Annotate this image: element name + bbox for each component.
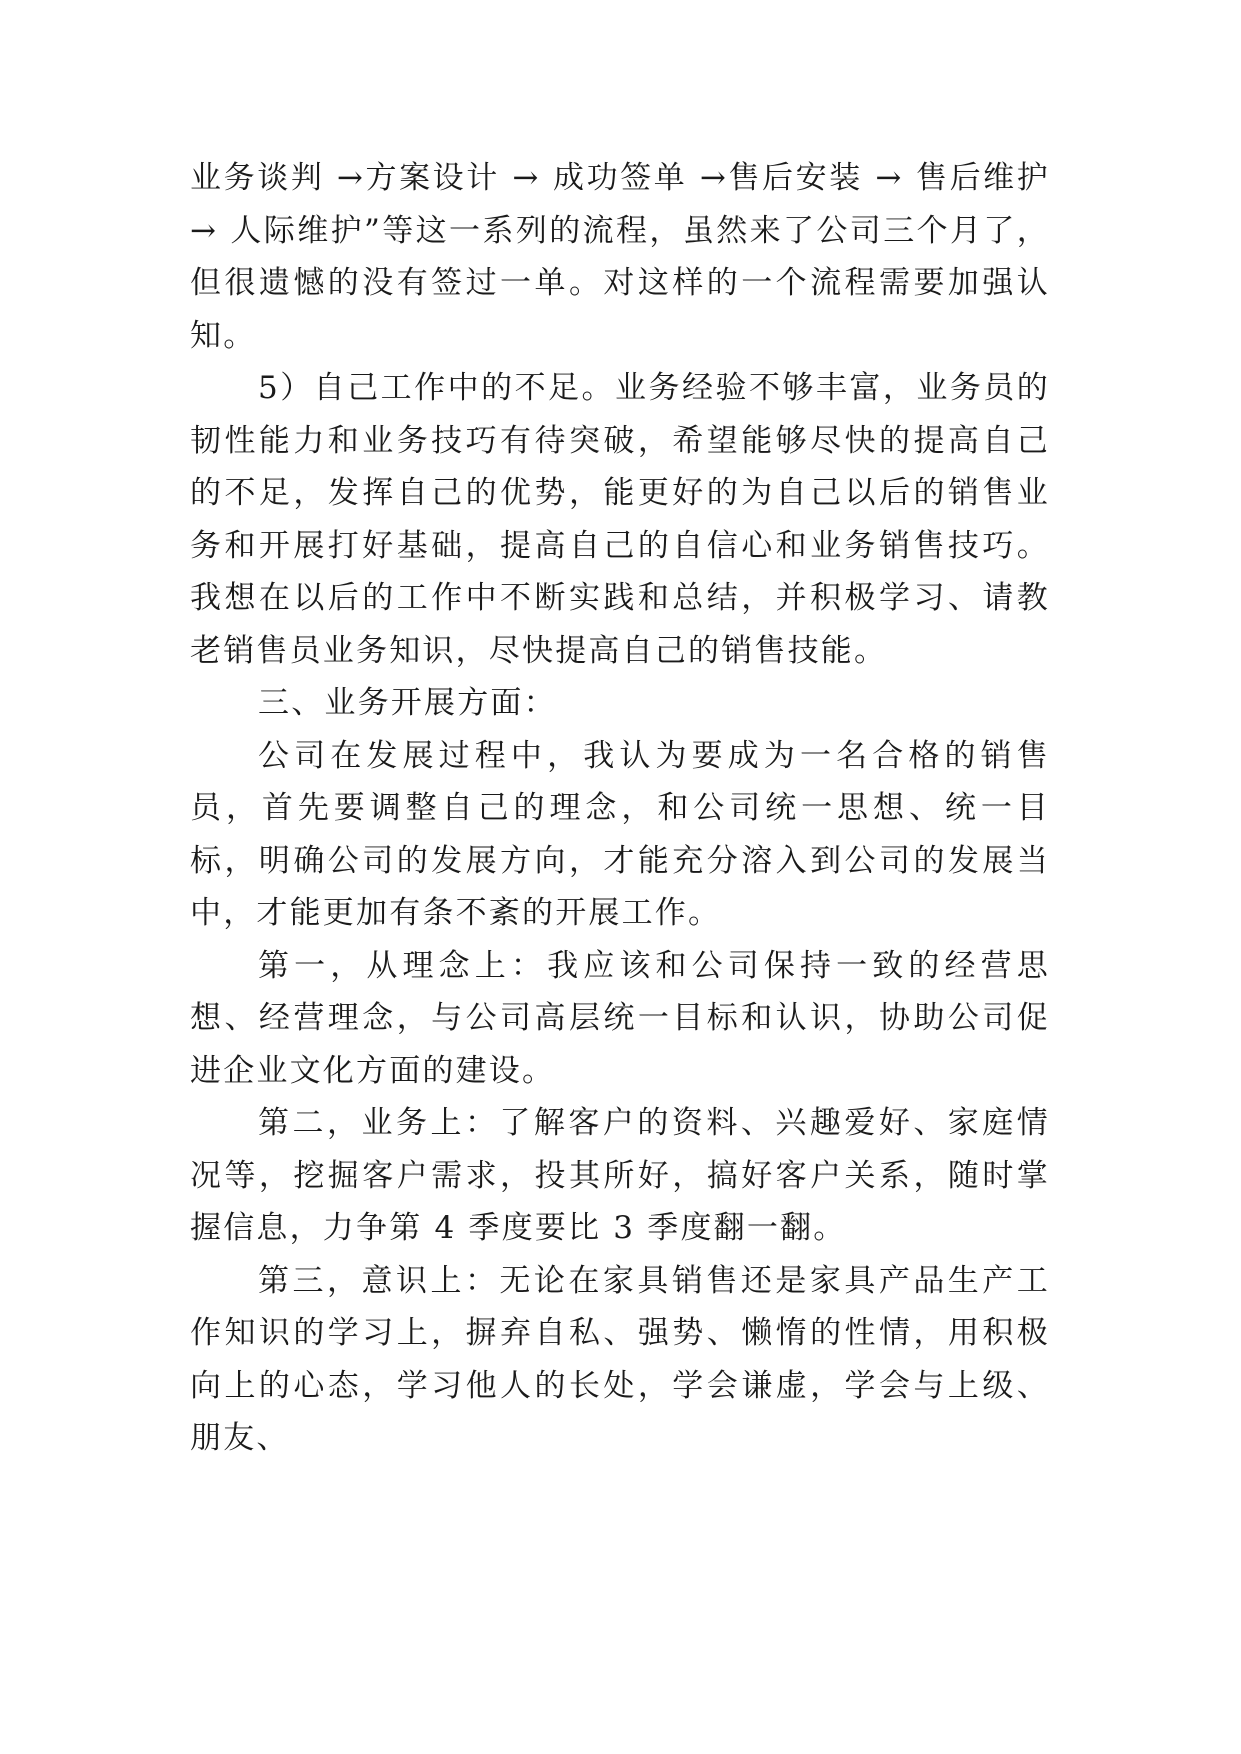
paragraph-company-development: 公司在发展过程中，我认为要成为一名合格的销售员，首先要调整自己的理念，和公司统一思想、统一目标，明确公司的发展方向，才能充分溶入到公司的发展当中，才能更加有条不紊的开展工作。 xyxy=(190,737,1050,931)
body-text xyxy=(190,152,1050,1465)
paragraph-second-business: 第二，业务上：了解客户的资料、兴趣爱好、家庭情况等，挖掘客户需求，投其所好，搞好客户关系，随时掌握信息，力争第 4 季度要比 3 季度翻一翻。 xyxy=(190,1105,1050,1246)
paragraph-shortcomings: 5）自己工作中的不足。业务经验不够丰富，业务员的韧性能力和业务技巧有待突破，希望能够尽快的提高自己的不足，发挥自己的优势，能更好的为自己以后的销售业务和开展打好基础，提高自己的自信心和业务销售技巧。我想在以后的工作中不断实践和总结，并积极学习、请教老销售员业务知识，尽快提高自己的销售技能。 xyxy=(190,370,1050,669)
paragraph-third-awareness: 第三，意识上：无论在家具销售还是家具产品生产工作知识的学习上，摒弃自私、强势、懒惰的性情，用积极向上的心态，学习他人的长处，学会谦虚，学会与上级、朋友、 xyxy=(190,1262,1050,1456)
section-heading-business-development: 三、业务开展方面： xyxy=(258,685,557,721)
paragraph-process-flow: 业务谈判 →方案设计 → 成功签单 →售后安装 → 售后维护 → 人际维护”等这一系列的流程，虽然来了公司三个月了，但很遗憾的没有签过一单。对这样的一个流程需要加强认知。 xyxy=(190,160,1050,354)
paragraph-first-concept: 第一，从理念上：我应该和公司保持一致的经营思想、经营理念，与公司高层统一目标和认识，协助公司促进企业文化方面的建设。 xyxy=(190,947,1050,1089)
